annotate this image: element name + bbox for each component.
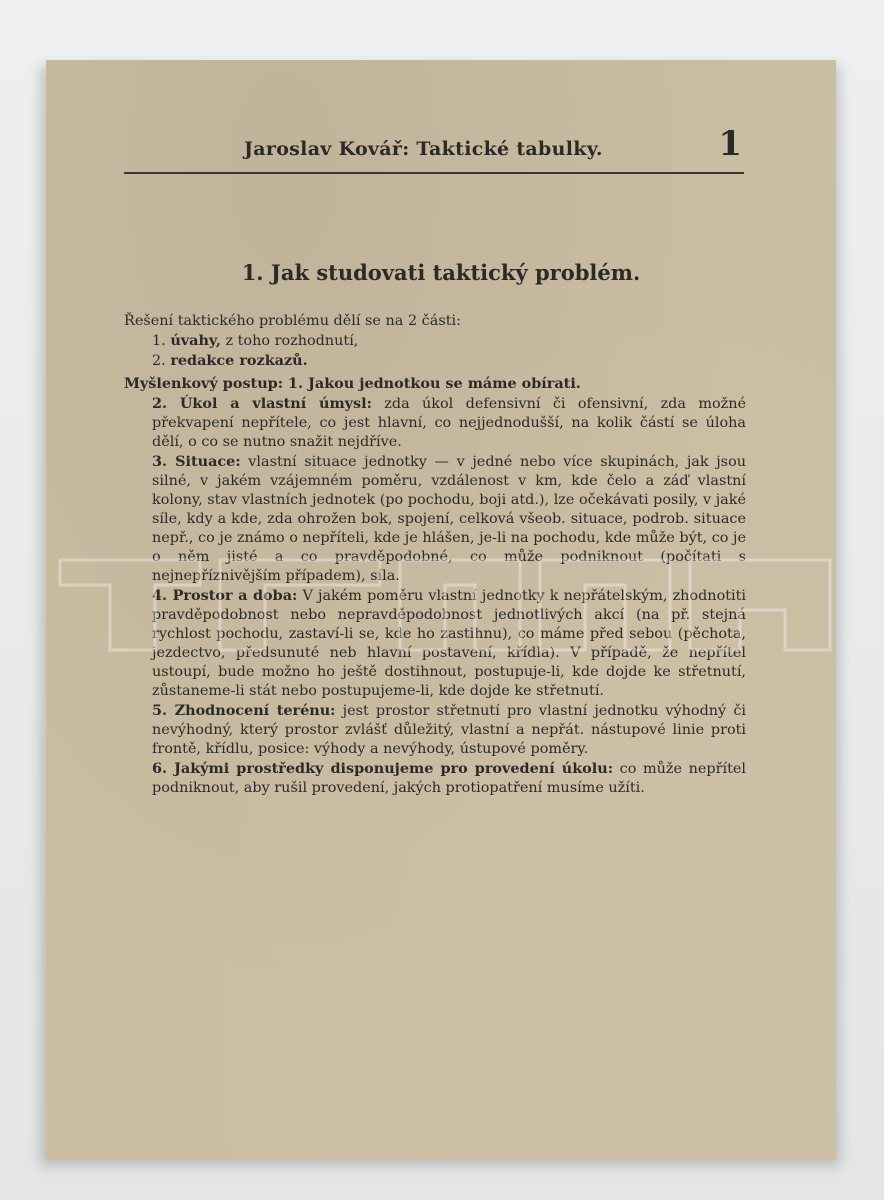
list-number: 1.: [152, 333, 166, 349]
page-number: 1: [718, 124, 742, 164]
list-number: 2.: [152, 353, 166, 369]
list-item: [152, 331, 746, 351]
list-rest: z toho rozhodnutí,: [220, 333, 359, 349]
header-title: Jaroslav Kovář: Taktické tabulky.: [244, 138, 603, 160]
section-4: [124, 586, 746, 701]
section-text: vlastní situace jednotky — v jedné nebo více skupinách, jak jsou silné, v jakém vzájemném poměru, vzdálenost v km, kde čelo a záď vlastní kolony, stav vlastních jednotek (po pochodu, boji atd.), lze očekávati posily, v jaké síle, kdy a kde, zda ohrožen bok, spojení, celková všeob. situace, podrob. situace nepř., co je známo o nepříteli, kde je hlášen, je-li na pochodu, kde může být, co je o něm jisté a co pravděpodobné, co může podniknout (počítati s nejnepříznivějším případem), síla.: [152, 454, 747, 584]
thought-process-line: [124, 374, 746, 394]
parts-list: [124, 331, 746, 371]
section-heading: 3. Situace:: [152, 453, 241, 470]
section-3: [124, 452, 746, 586]
section-2: [124, 394, 746, 452]
thought-process-label: Myšlenkový postup:: [124, 375, 284, 392]
list-bold: redakce rozkazů.: [170, 352, 308, 369]
section-text: jest prostor střetnutí pro vlastní jednotku výhodný či nevýhodný, který prostor zvlášť důležitý, vlastní a nepřát. nástupové linie proti frontě, křídlu, posice: výhody a nevýhody, ústupové poměry.: [152, 703, 746, 757]
section-heading: 6. Jakými prostředky disponujeme pro provedení úkolu:: [152, 760, 614, 777]
book-page: [46, 60, 836, 1160]
section-text: co může nepřítel podniknout, aby rušil provedení, jakých protiopatření musíme užíti.: [152, 761, 746, 796]
section-5: [124, 701, 746, 759]
section-text: V jakém poměru vlastní jednotky k nepřátelským, zhodnotiti pravděpodobnost nebo nepravděpodobnost jednotlivých akcí (na př. stejná rychlost pochodu, zastaví-li se, kde ho zastihnu), co máme před sebou (pěchota, jezdectvo, předsunuté neb hlavní postavení, křídla). V případě, že nepřítel ustoupí, bude možno ho ještě dostihnout, postupuje-li, kde dojde ke střetnutí, zůstaneme-li stát nebo postupujeme-li, kde dojde ke střetnutí.: [152, 588, 747, 699]
body-text: [124, 312, 746, 798]
intro-paragraph: Řešení taktického problému dělí se na 2 části:: [124, 313, 461, 329]
running-header: [124, 124, 744, 174]
section-text: zda úkol defensivní či ofensivní, zda možné překvapení nepřítele, co jest hlavní, co nejjednodušší, na kolik částí se úloha dělí, o co se nutno snažit nejdříve.: [152, 396, 746, 450]
section-6: [124, 759, 746, 798]
list-bold: úvahy,: [170, 332, 221, 349]
section-heading: 5. Zhodnocení terénu:: [152, 702, 336, 719]
section-heading: 4. Prostor a doba:: [152, 587, 298, 604]
chapter-title: 1. Jak studovati taktický problém.: [241, 260, 641, 285]
list-item: [152, 351, 746, 371]
thought-process-text: 1. Jakou jednotkou se máme obírati.: [283, 375, 581, 392]
section-heading: 2. Úkol a vlastní úmysl:: [152, 395, 372, 412]
